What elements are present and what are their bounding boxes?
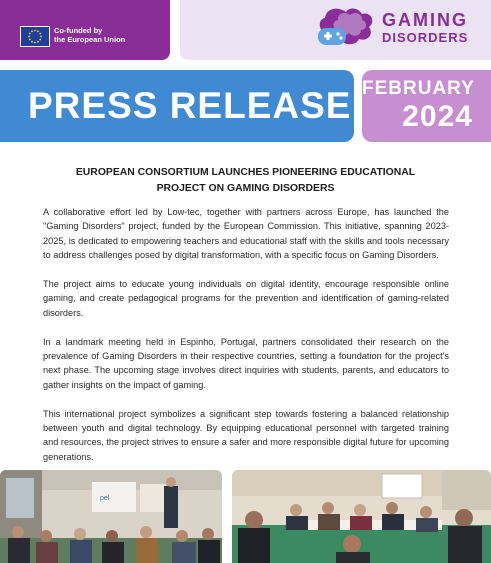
press-release-title: PRESS RELEASE	[28, 85, 352, 126]
projection-screen-text: pel	[100, 495, 110, 502]
date-month: FEBRUARY	[362, 78, 475, 99]
eu-funding-text	[54, 26, 125, 44]
paragraph-2: The project aims to educate young individuals on digital identity, encourage responsible online gaming, and create pedagogical programs for the prevention and identification of gaming-related disorders.	[43, 279, 449, 318]
meeting-photo-right	[232, 470, 491, 563]
paragraph-4: This international project symbolizes a significant step towards fostering a balanced relationship between youth and digital technology. By equipping educational personnel with targeted training and resources, the project strives to ensure a safer and more responsible digital future for upcoming generations.	[43, 408, 449, 462]
project-logo-text	[382, 10, 468, 46]
gamepad-brain-icon	[316, 6, 378, 59]
eu-funding-line1: Co-funded by	[54, 26, 103, 35]
article-headline	[40, 165, 451, 197]
date-badge	[362, 70, 491, 142]
headline-line2: PROJECT ON GAMING DISORDERS	[156, 183, 335, 194]
logo-line2: DISORDERS	[382, 30, 469, 45]
project-logo-banner	[180, 0, 491, 60]
paragraph-3: In a landmark meeting held in Espinho, Portugal, partners consolidated their research on the prevalence of Gaming Disorders in their respective countries, setting a foundation for the project's next phase. The upcoming stage involves direct inquiries with students, parents, and educators to gather insights on the impact of gaming.	[43, 336, 449, 390]
date-year: 2024	[402, 100, 473, 133]
eu-funding-banner	[0, 0, 170, 60]
logo-line1: GAMING	[382, 10, 468, 30]
paragraph-1: A collaborative effort led by Low-tec, together with partners across Europe, has launched the "Gaming Disorders" project, funded by the European Commission. This initiative, spanning 2023-2025, is dedicated to empowering teachers and educational staff with the skills and tools necessary to address challenges posed by digital transformation, with a specific focus on Gaming Disorders.	[43, 207, 449, 261]
press-release-banner	[0, 70, 354, 142]
headline-line1: EUROPEAN CONSORTIUM LAUNCHES PIONEERING EDUCATIONAL	[75, 167, 416, 178]
eu-funding-line2: the European Union	[54, 35, 126, 44]
meeting-photo-left	[0, 470, 222, 563]
article-body	[43, 205, 449, 479]
eu-flag-icon	[20, 26, 50, 47]
